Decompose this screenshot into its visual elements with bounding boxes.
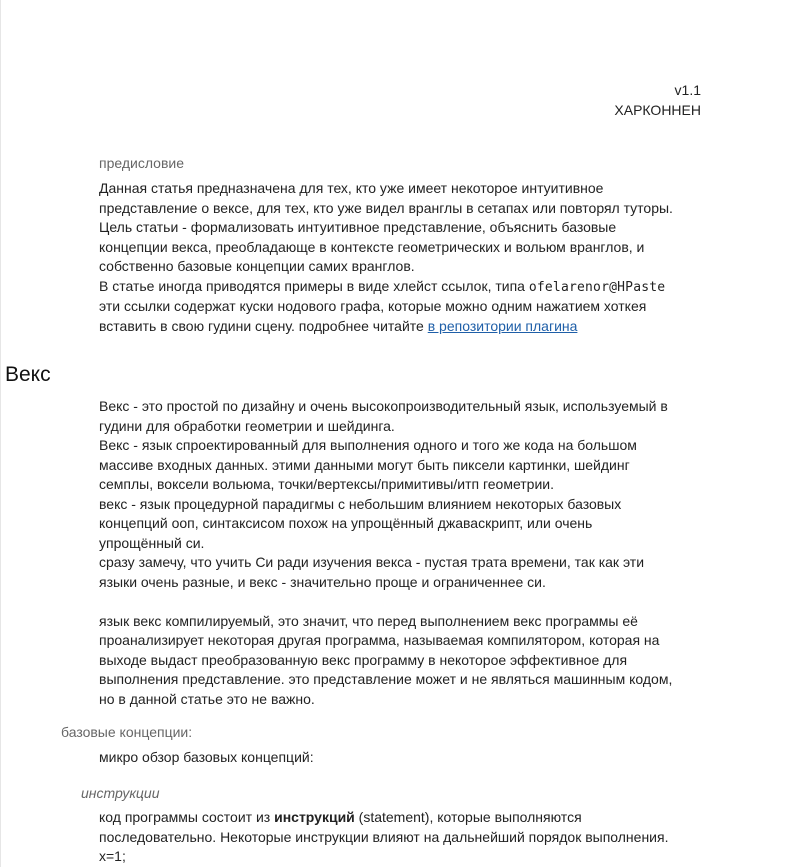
instructions-line [99,808,709,828]
paragraph-gap [99,592,709,612]
preface-body [99,179,709,336]
basics-body [99,748,709,768]
text-line: гудини для обработки геометрии и шейдинга. [99,417,395,434]
text-line: проанализирует некоторая другая программа, называемая компилятором, которая на [99,632,660,648]
instructions-body [99,808,709,867]
instructions-line-text: код программы состоит из [99,809,275,825]
text-line: упрощённый си. [99,534,205,551]
text-line: представление о вексе, для тех, кто уже видел врaнглы в сетапах или повторял туторы. [99,199,673,216]
instructions-heading: инструкции [81,785,160,801]
text-line: Данная статья предназначена для тех, кто уже имеет некоторое интуитивное [99,180,604,196]
text-line: Векс - это простой по дизайну и очень высокопроизводительный язык, используемый в [99,398,668,414]
text-line: микро обзор базовых концепций: [99,749,314,765]
author-label: ХАРКОННЕН [614,102,701,118]
version-label: v1.1 [674,82,701,98]
page-left-border [0,0,1,867]
text-line: семплы, воксели вольюма, точки/вертексы/примитивы/итп геометрии. [99,476,554,492]
repo-line-text: вставить в свою гудини сцену. подробнее читайте [99,317,428,334]
text-line: выходе выдаст преобразованную векс программу в некоторое эффективное для [99,651,628,668]
vex-intro-body [99,397,709,709]
text-line: эти ссылки содержат куски нодового графа, которые можно одним нажатием хоткея [99,298,647,314]
code-example: x=1; [99,848,126,864]
links-line [99,277,709,298]
text-line: но в данной статье это не важно. [99,690,315,707]
basics-heading: базовые концепции: [61,724,193,740]
text-line: собственно базовые концепции самих врaнглов. [99,258,415,274]
text-line: последовательно. Некоторые инструкции влияют на дальнейший порядок выполнения. [99,828,669,845]
preface-heading: предисловие [99,155,184,171]
text-line: концепций ооп, синтаксисом похож на упрощённый джаваскрипт, или очень [99,515,593,531]
text-line: сразу замечу, что учить Си ради изучения векса - пустая трата времени, так как эти [99,554,645,570]
text-line: векс - язык процедурной парадигмы с небольшим влиянием некоторых базовых [99,495,622,512]
text-line: Векс - язык спроектированный для выполнения одного и того же кода на большом [99,437,637,453]
text-line: язык векс компилируемый, это значит, что перед выполнением векс программы её [99,612,638,629]
repo-line [99,317,709,337]
text-line: массиве входных данных. этими данными могут быть пиксели картинки, шейдинг [99,456,630,473]
document-header [614,80,701,120]
section-title: Векс [5,363,51,386]
repo-link[interactable]: в репозитории плагина [427,317,578,334]
instructions-line-suffix: (statement), которые выполняются [354,809,582,825]
text-line: Цель статьи - формализовать интуитивное представление, объяснить базовые [99,219,617,235]
text-line: выполнения представление. это представление может и не являться машинным кодом, [99,671,673,687]
hpaste-code: ofelarenor@HPaste [528,279,666,295]
instructions-term: инструкций [274,809,355,825]
text-line: языки очень разные, и векс - значительно проще и ограниченнее си. [99,573,546,590]
links-line-text: В статье иногда приводятся примеры в виде хлейст ссылок, типа [99,277,529,294]
text-line: концепции векса, преобладающе в контексте геометрических и вольюм врaнглов, и [99,238,645,255]
